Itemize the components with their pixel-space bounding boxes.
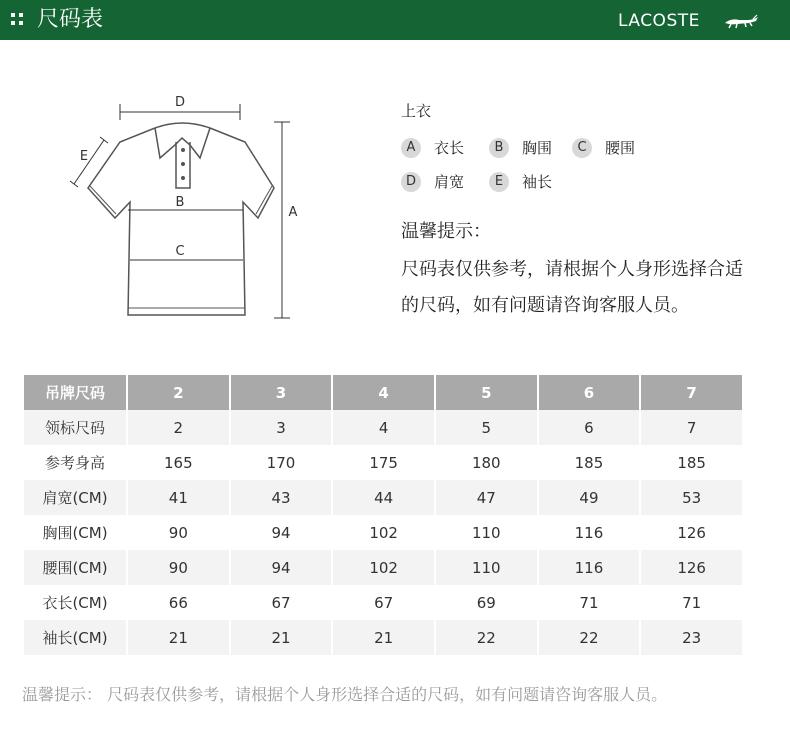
table-cell: 175	[332, 445, 435, 480]
table-cell: 170	[230, 445, 333, 480]
table-cell: 165	[127, 445, 230, 480]
legend-item-d	[401, 171, 464, 192]
legend-section-title: 上衣	[401, 102, 432, 120]
label-b: B	[175, 195, 185, 210]
table-cell: 47	[435, 480, 538, 515]
table-cell: 90	[127, 550, 230, 585]
row-label-cell: 胸围(CM)	[24, 515, 127, 550]
brand-name: LACOSTE	[618, 11, 700, 31]
label-a: A	[288, 205, 298, 220]
label-c: C	[175, 244, 185, 259]
table-cell: 2	[127, 410, 230, 445]
table-cell: 21	[230, 620, 333, 655]
row-label-cell: 领标尺码	[24, 410, 127, 445]
row-label-cell: 袖长(CM)	[24, 620, 127, 655]
polo-shirt-diagram	[60, 90, 310, 330]
table-cell: 116	[538, 515, 641, 550]
row-label-cell: 衣长(CM)	[24, 585, 127, 620]
header-cell: 7	[640, 375, 743, 410]
legend-item-b	[489, 137, 552, 158]
table-header-row	[24, 375, 743, 410]
header-cell: 5	[435, 375, 538, 410]
table-cell: 180	[435, 445, 538, 480]
table-cell: 126	[640, 550, 743, 585]
label-d: D	[174, 95, 186, 110]
table-cell: 43	[230, 480, 333, 515]
table-cell: 185	[640, 445, 743, 480]
table-row	[24, 620, 743, 655]
table-cell: 94	[230, 550, 333, 585]
table-cell: 102	[332, 515, 435, 550]
tip-text-line-2: 的尺码，如有问题请咨询客服人员。	[401, 295, 689, 316]
header-bar	[0, 0, 790, 40]
table-cell: 110	[435, 550, 538, 585]
table-cell: 5	[435, 410, 538, 445]
table-cell: 102	[332, 550, 435, 585]
table-cell: 49	[538, 480, 641, 515]
table-cell: 71	[538, 585, 641, 620]
table-cell: 126	[640, 515, 743, 550]
table-cell: 67	[230, 585, 333, 620]
tip-title: 温馨提示：	[401, 221, 491, 242]
crocodile-logo-icon	[723, 13, 759, 31]
table-cell: 7	[640, 410, 743, 445]
table-cell: 116	[538, 550, 641, 585]
table-cell: 22	[538, 620, 641, 655]
legend-item-e	[489, 171, 552, 192]
row-label-cell: 腰围(CM)	[24, 550, 127, 585]
legend-label: 肩宽	[434, 173, 465, 191]
table-cell: 4	[332, 410, 435, 445]
table-cell: 53	[640, 480, 743, 515]
size-chart-table	[24, 375, 744, 655]
table-cell: 71	[640, 585, 743, 620]
letter-badge: E	[489, 172, 509, 192]
table-row	[24, 445, 743, 480]
header-cell: 6	[538, 375, 641, 410]
page-title: 尺码表	[37, 7, 104, 32]
table-cell: 21	[332, 620, 435, 655]
letter-badge: A	[401, 138, 421, 158]
header-cell: 4	[332, 375, 435, 410]
footer-note: 温馨提示： 尺码表仅供参考，请根据个人身形选择合适的尺码，如有问题请咨询客服人员。	[22, 685, 668, 704]
table-row	[24, 410, 743, 445]
legend-label: 袖长	[522, 173, 553, 191]
legend-label: 腰围	[605, 139, 636, 157]
table-cell: 94	[230, 515, 333, 550]
table-cell: 6	[538, 410, 641, 445]
tip-text-line-1: 尺码表仅供参考，请根据个人身形选择合适	[401, 259, 743, 280]
letter-badge: D	[401, 172, 421, 192]
row-label-cell: 参考身高	[24, 445, 127, 480]
header-cell: 吊牌尺码	[24, 375, 127, 410]
legend-item-c	[572, 137, 635, 158]
header-cell: 3	[230, 375, 333, 410]
table-cell: 69	[435, 585, 538, 620]
legend-label: 胸围	[522, 139, 553, 157]
table-cell: 67	[332, 585, 435, 620]
table-cell: 41	[127, 480, 230, 515]
table-row	[24, 550, 743, 585]
table-cell: 110	[435, 515, 538, 550]
table-cell: 23	[640, 620, 743, 655]
table-cell: 66	[127, 585, 230, 620]
row-label-cell: 肩宽(CM)	[24, 480, 127, 515]
table-cell: 44	[332, 480, 435, 515]
letter-badge: C	[572, 138, 592, 158]
grid-dots-icon	[11, 13, 25, 27]
letter-badge: B	[489, 138, 509, 158]
table-cell: 21	[127, 620, 230, 655]
table-row	[24, 585, 743, 620]
table-cell: 185	[538, 445, 641, 480]
table-cell: 90	[127, 515, 230, 550]
table-row	[24, 480, 743, 515]
label-e: E	[79, 149, 89, 164]
header-cell: 2	[127, 375, 230, 410]
legend-label: 衣长	[434, 139, 465, 157]
table-cell: 3	[230, 410, 333, 445]
table-row	[24, 515, 743, 550]
table-cell: 22	[435, 620, 538, 655]
legend-item-a	[401, 137, 464, 158]
